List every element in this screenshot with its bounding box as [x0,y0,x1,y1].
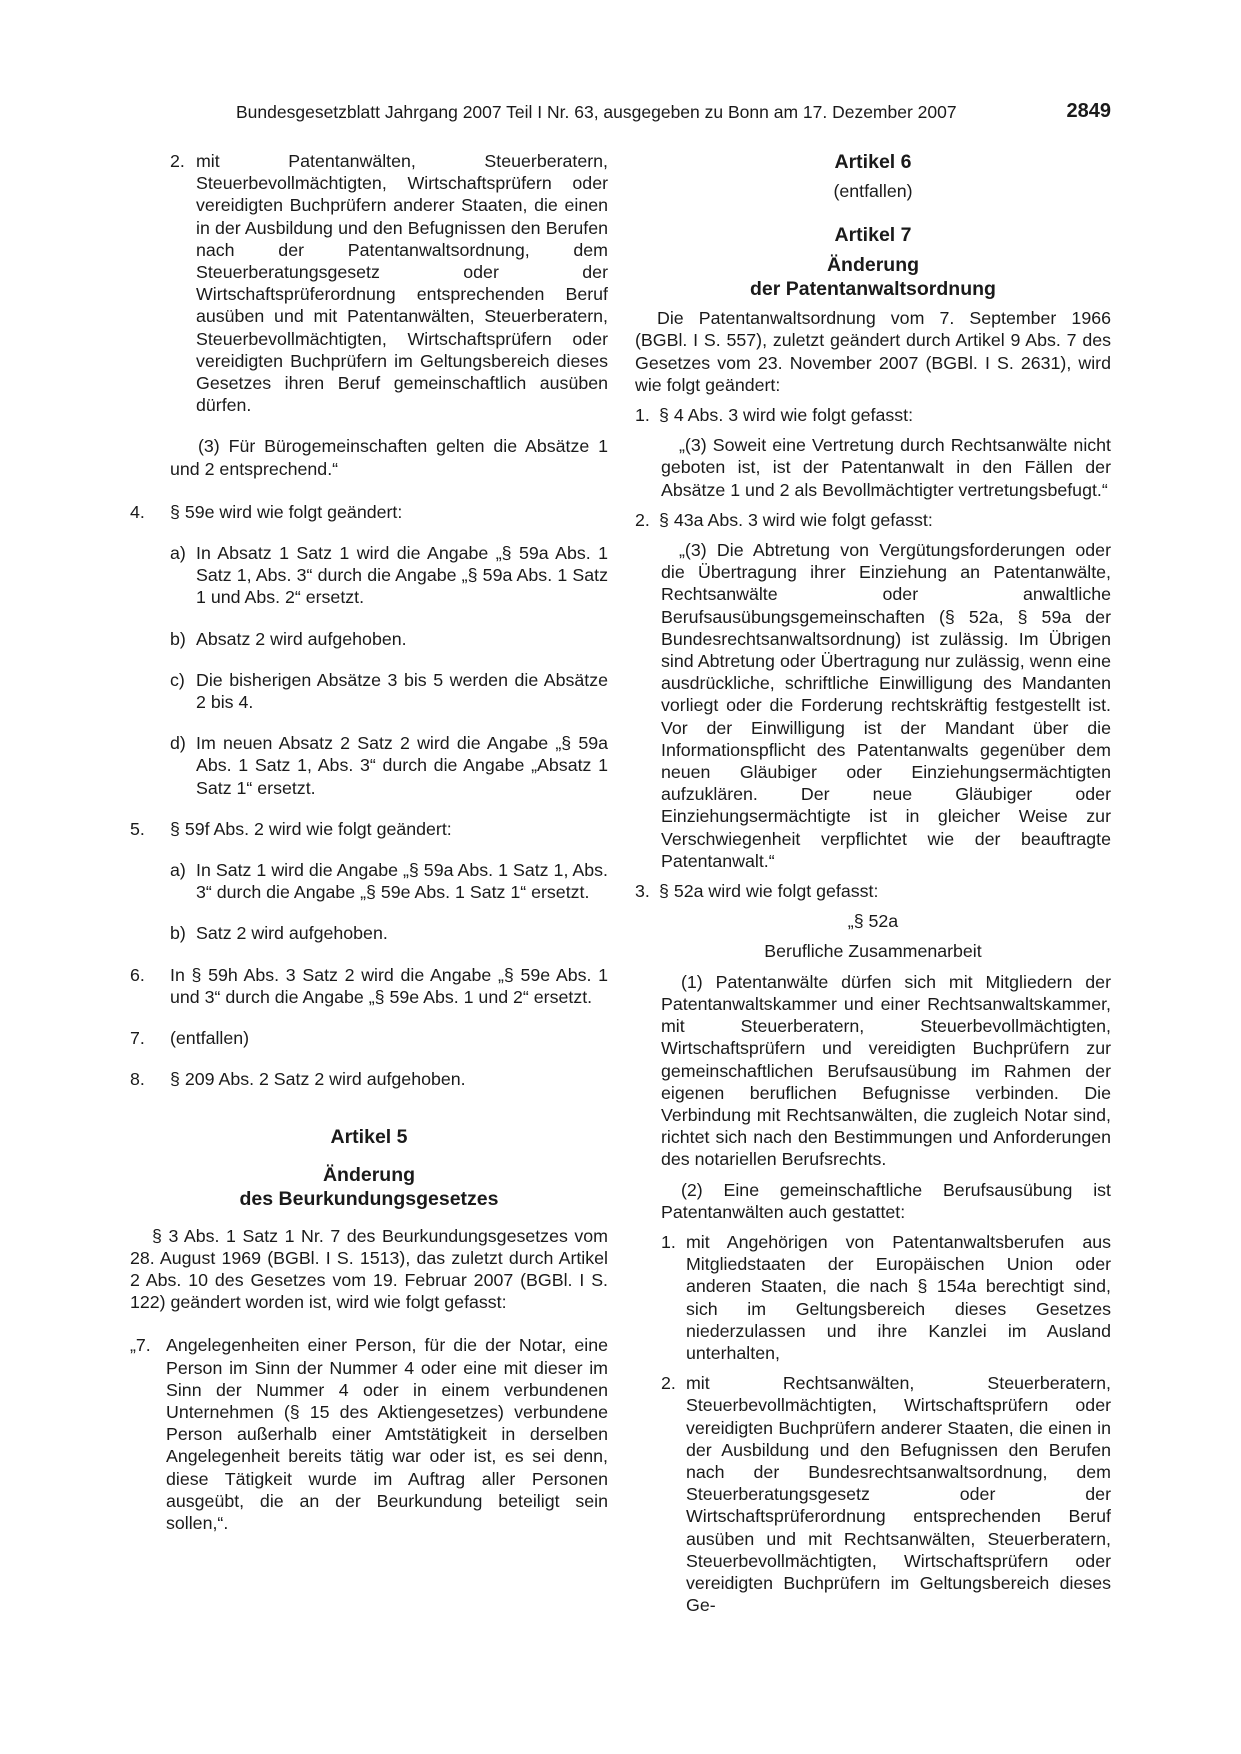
section-52a-paragraph-1: (1) Patentanwälte dürfen sich mit Mitgliedern der Patentanwaltskammer und einer Rechtsanwaltskammer, mit Steuerberatern, Steuerbevollmächtigten, Wirtschaftsprüfern und vereidigten Buchprüfern zur gemeinschaftlichen Berufsausübung im Rahmen der eigenen beruflichen Befugnisse verbinden. Die Verbindung mit Rechtsanwälten, die zugleich Notar sind, richtet sich nach den Bestimmungen und Anforderungen des notariellen Berufsrechts. [661,971,1111,1170]
article-6-title: Artikel 6 [834,151,912,173]
paragraph-3: (3) Für Bürogemeinschaften gelten die Absätze 1 und 2 entsprechend.“ [170,436,608,479]
article-7-title: Artikel 7 [834,224,912,247]
art7-item-3: 3. § 52a wird wie folgt gefasst: [635,881,879,902]
article-6-note: (entfallen) [833,181,913,201]
section-52a-title: „§ 52a [847,911,899,932]
list-item-2-continued: 2. mit Patentanwälten, Steuerberatern, Steuerbevollmächtigten, Wirtschaftsprüfern oder vereidigten Buchprüfern anderer Staaten, die einen in der Ausbildung und den Befugnissen den Berufen nach der Patentanwaltsordnung, dem Steuerberatungsgesetz oder der Wirtschaftsprüferordnung entsprechenden Beruf ausüben und mit Patentanwälten, Steuerberatern, Steuerbevollmächtigten, Wirtschaftsprüfern oder vereidigten Buchprüfern im Geltungsbereich dieses Gesetzes ihren Beruf gemeinschaftlich ausüben dürfen. [170,151,608,416]
article-5-heading-line1: Änderung [322,1163,416,1186]
sub-item-4b: b) Absatz 2 wird aufgehoben. [170,628,407,649]
list-item-7: 7. (entfallen) [130,1028,250,1049]
list-item-8: 8. § 209 Abs. 2 Satz 2 wird aufgehoben. [130,1069,466,1090]
list-item-4: 4. § 59e wird wie folgt geändert: [130,501,403,522]
list-item-5: 5. § 59f Abs. 2 wird wie folgt geändert: [130,818,452,839]
section-52a-paragraph-2: (2) Eine gemeinschaftliche Berufsausübung ist Patentanwälten auch gestattet: [661,1179,1111,1222]
art7-item-1: 1. § 4 Abs. 3 wird wie folgt gefasst: [635,405,914,426]
article-7-heading-line1: Änderung [826,254,920,277]
running-header [236,100,1111,128]
sub-item-5b: b) Satz 2 wird aufgehoben. [170,923,388,944]
article-5-quoted-item-7: „7. Angelegenheiten einer Person, für die der Notar, eine Person im Sinn der Nummer 4 oder eine mit dieser im Sinn der Nummer 4 oder in einem verbundenen Unternehmen (§ 15 des Aktiengesetzes) verbundene Person außerhalb einer Amtstätigkeit in derselben Angelegenheit bereits tätig war oder ist, es sei denn, diese Tätigkeit wurde im Auftrag aller Personen ausgeübt, die an der Beurkundung beteiligt sein sollen,“. [130,1335,608,1533]
section-52a-sub-item-2: 2. mit Rechtsanwälten, Steuerberatern, Steuerbevollmächtigten, Wirtschaftsprüfern oder vereidigten Buchprüfern anderer Staaten, die einen in der Ausbildung und den Befugnissen den Berufen nach der Bundesrechtsanwaltsordnung, dem Steuerberatungsgesetz oder der Wirtschaftsprüferordnung entsprechenden Beruf ausüben und mit Rechtsanwälten, Steuerberatern, Steuerbevollmächtigten, Wirtschaftsprüfern oder vereidigten Buchprüfern im Geltungsbereich dieses Ge- [661,1373,1111,1616]
art7-quote-1: „(3) Soweit eine Vertretung durch Rechtsanwälte nicht geboten ist, ist der Patentanwalt in den Fällen der Absätze 1 und 2 als Bevollmächtigter vertretungsbefugt.“ [661,435,1111,500]
list-item-6: 6. In § 59h Abs. 3 Satz 2 wird die Angabe „§ 59e Abs. 1 und 3“ durch die Angabe „§ 59e Abs. 1 und 2“ ersetzt. [130,964,608,1007]
article-7-intro: Die Patentanwaltsordnung vom 7. September 1966 (BGBl. I S. 557), zuletzt geändert durch Artikel 9 Abs. 7 des Gesetzes vom 23. November 2007 (BGBl. I S. 2631), wird wie folgt geändert: [635,308,1111,395]
right-column [635,150,1111,1616]
art7-quote-2: „(3) Die Abtretung von Vergütungsforderungen oder die Übertragung ihrer Einziehung an Patentanwälte, Rechtsanwälte oder anwaltliche Berufsausübungsgemeinschaften (§ 52a, § 59a der Bundesrechtsanwaltsordnung) ist zulässig. Im Übrigen sind Abtretung oder Übertragung nur zulässig, wenn eine ausdrückliche, schriftliche Einwilligung des Mandanten vorliegt oder die Forderung rechtskräftig festgestellt ist. Vor der Einwilligung ist der Mandant über die Informationspflicht des Patentanwalts gegenüber dem neuen Gläubiger oder Einziehungsermächtigten aufzuklären. Der neue Gläubiger oder Einziehungsermächtigte ist in gleicher Weise zur Verschwiegenheit verpflichtet wie der beauftragte Patentanwalt.“ [661,540,1111,871]
sub-item-4a: a) In Absatz 1 Satz 1 wird die Angabe „§ 59a Abs. 1 Satz 1, Abs. 3“ durch die Angabe „§ 59a Abs. 1 Satz 1 und Abs. 2“ ersetzt. [170,543,608,608]
sub-item-4d: d) Im neuen Absatz 2 Satz 2 wird die Angabe „§ 59a Abs. 1 Satz 1, Abs. 3“ durch die Angabe „Absatz 1 Satz 1“ ersetzt. [170,733,608,798]
article-5-intro: § 3 Abs. 1 Satz 1 Nr. 7 des Beurkundungsgesetzes vom 28. August 1969 (BGBl. I S. 1513), das zuletzt durch Artikel 2 Abs. 10 des Gesetzes vom 19. Februar 2007 (BGBl. I S. 122) geändert worden ist, wird wie folgt gefasst: [130,1225,608,1313]
article-5-title: Artikel 5 [330,1125,408,1148]
header-title: Bundesgesetzblatt Jahrgang 2007 Teil I Nr. 63, ausgegeben zu Bonn am 17. Dezember 2007 [236,102,957,122]
sub-item-4c: c) Die bisherigen Absätze 3 bis 5 werden die Absätze 2 bis 4. [170,669,608,713]
left-column [130,150,608,1553]
art7-item-2: 2. § 43a Abs. 3 wird wie folgt gefasst: [635,509,933,530]
section-52a-subtitle: Berufliche Zusammenarbeit [764,941,982,962]
sub-item-5a: a) In Satz 1 wird die Angabe „§ 59a Abs. 1 Satz 1, Abs. 3“ durch die Angabe „§ 59e Abs. 1 Satz 1“ ersetzt. [170,860,608,903]
page-number: 2849 [1066,100,1111,122]
article-7-heading-line2: der Patentanwaltsordnung [750,278,996,301]
section-52a-sub-item-1: 1. mit Angehörigen von Patentanwaltsberufen aus Mitgliedstaaten der Europäischen Union oder anderen Staaten, die nach § 154a berechtigt sind, sich im Geltungsbereich dieses Gesetzes niederzulassen und ihre Kanzlei im Ausland unterhalten, [661,1231,1111,1363]
article-5-heading-line2: des Beurkundungsgesetzes [239,1187,499,1210]
